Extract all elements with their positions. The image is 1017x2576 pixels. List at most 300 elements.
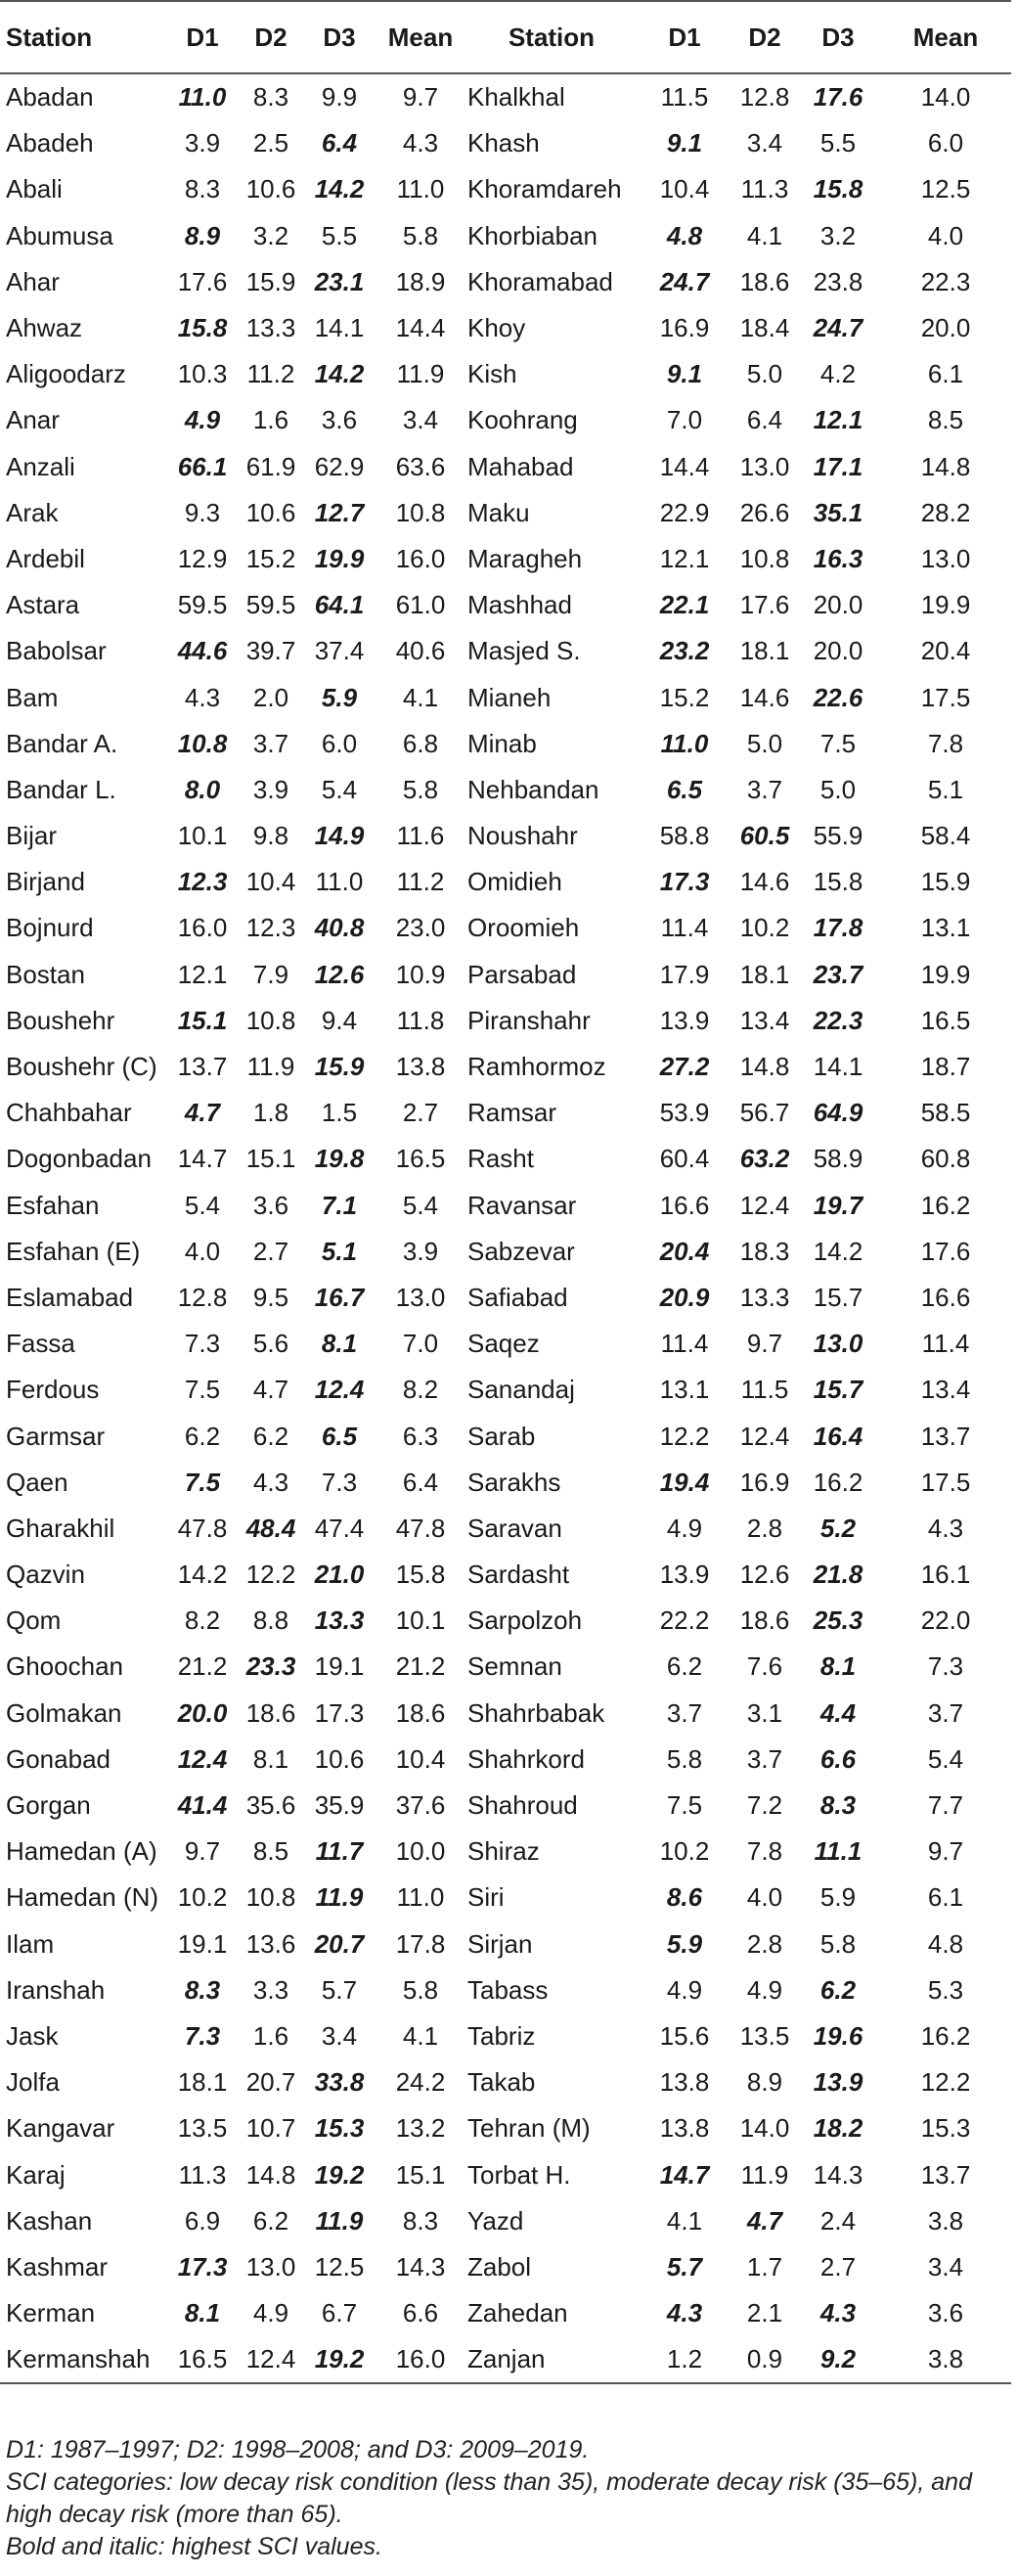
right-d1-cell: 15.2 bbox=[659, 682, 710, 712]
right-d1-cell: 11.5 bbox=[660, 82, 709, 113]
right-station-cell: Maku bbox=[467, 497, 530, 527]
right-d2-cell: 12.4 bbox=[739, 1421, 790, 1451]
right-mean-cell: 60.8 bbox=[920, 1144, 971, 1174]
right-d3-cell: 15.8 bbox=[813, 867, 863, 897]
right-mean-cell: 13.1 bbox=[920, 913, 971, 943]
left-station-cell: Esfahan (E) bbox=[6, 1236, 141, 1266]
right-d3-cell: 16.4 bbox=[813, 1421, 863, 1451]
table-row bbox=[0, 1044, 1011, 1090]
right-d2-cell: 1.7 bbox=[746, 2251, 783, 2282]
left-d2-cell: 3.9 bbox=[252, 774, 289, 804]
right-d1-cell: 15.6 bbox=[659, 2020, 710, 2051]
left-d3-cell: 19.9 bbox=[314, 543, 365, 573]
left-d2-cell: 35.6 bbox=[245, 1790, 296, 1821]
left-d1-cell: 16.0 bbox=[177, 913, 228, 943]
left-station-cell: Ghoochan bbox=[6, 1651, 123, 1682]
right-d3-cell: 8.3 bbox=[819, 1790, 857, 1821]
right-mean-cell: 16.5 bbox=[920, 1005, 971, 1035]
table-row bbox=[0, 628, 1011, 674]
right-d2-cell: 4.7 bbox=[746, 2205, 783, 2236]
right-d1-cell: 12.1 bbox=[659, 543, 710, 573]
left-d1-cell: 18.1 bbox=[177, 2067, 228, 2098]
right-d2-cell: 18.6 bbox=[739, 266, 790, 296]
left-station-cell: Esfahan bbox=[6, 1190, 100, 1220]
right-d1-cell: 5.7 bbox=[666, 2251, 703, 2282]
left-d2-cell: 23.3 bbox=[245, 1651, 296, 1682]
left-mean-cell: 17.8 bbox=[395, 1928, 446, 1959]
left-station-cell: Abumusa bbox=[6, 220, 113, 250]
left-d2-cell: 12.4 bbox=[237, 2336, 305, 2383]
left-d1-cell: 15.1 bbox=[177, 1005, 228, 1035]
left-station-cell: Jolfa bbox=[6, 2067, 60, 2098]
left-d2-cell: 39.7 bbox=[245, 636, 296, 666]
left-d1-cell: 21.2 bbox=[177, 1651, 228, 1682]
left-mean-cell: 8.3 bbox=[402, 2205, 439, 2236]
right-d2-cell: 4.9 bbox=[746, 1974, 783, 2005]
left-d2-cell: 13.6 bbox=[245, 1928, 296, 1959]
table-row bbox=[0, 1967, 1011, 2013]
right-d2-cell: 13.4 bbox=[739, 1005, 790, 1035]
left-d2-cell: 10.4 bbox=[245, 867, 296, 897]
right-d1-cell: 17.3 bbox=[659, 867, 710, 897]
right-mean-cell: 7.8 bbox=[927, 728, 964, 758]
left-mean-cell: 16.0 bbox=[395, 543, 446, 573]
right-mean-cell: 58.4 bbox=[920, 821, 971, 851]
right-station-cell: Shahrkord bbox=[467, 1743, 585, 1774]
left-d2-cell: 10.8 bbox=[245, 1882, 296, 1913]
right-d3-cell: 23.7 bbox=[813, 959, 863, 989]
right-d2-cell: 60.5 bbox=[739, 821, 790, 851]
left-d2-cell: 11.9 bbox=[246, 1052, 295, 1082]
right-d2-cell: 2.8 bbox=[746, 1928, 783, 1959]
left-station-cell: Abali bbox=[6, 174, 63, 204]
right-station-cell: Sarab bbox=[467, 1421, 536, 1451]
left-station-cell: Bam bbox=[6, 682, 59, 712]
right-d3-cell: 15.7 bbox=[813, 1282, 863, 1312]
right-d1-cell: 4.8 bbox=[666, 220, 703, 250]
right-d2-cell: 5.0 bbox=[746, 359, 783, 389]
right-d2-cell: 2.1 bbox=[746, 2298, 783, 2328]
left-d2-cell: 18.6 bbox=[245, 1697, 296, 1728]
right-station-cell: Semnan bbox=[467, 1651, 562, 1682]
right-d2-cell: 18.6 bbox=[739, 1605, 790, 1636]
left-mean-cell: 9.7 bbox=[402, 82, 439, 113]
table-row bbox=[0, 305, 1011, 351]
right-d2-cell: 13.5 bbox=[739, 2020, 790, 2051]
right-mean-cell: 17.5 bbox=[920, 1467, 971, 1497]
right-d1-cell: 13.8 bbox=[659, 2113, 710, 2144]
table-body bbox=[0, 73, 1011, 2383]
left-d2-cell: 59.5 bbox=[245, 590, 296, 620]
right-station-cell: Nehbandan bbox=[467, 774, 599, 804]
left-station-cell: Boushehr bbox=[6, 1005, 115, 1035]
left-station-cell: Kangavar bbox=[6, 2113, 115, 2144]
right-station-cell: Khalkhal bbox=[467, 82, 565, 113]
left-station-cell: Arak bbox=[6, 497, 59, 527]
left-d1-cell: 12.1 bbox=[177, 959, 228, 989]
right-d3-cell: 14.2 bbox=[813, 1236, 863, 1266]
left-d2-cell: 13.3 bbox=[245, 313, 296, 343]
left-station-cell: Golmakan bbox=[6, 1697, 122, 1728]
right-d3-cell: 17.1 bbox=[813, 451, 863, 481]
right-mean-cell: 14.8 bbox=[920, 451, 971, 481]
left-d1-cell: 7.3 bbox=[184, 2020, 221, 2051]
right-d2-cell: 11.5 bbox=[740, 1375, 789, 1405]
left-station-cell: Qaen bbox=[6, 1467, 68, 1497]
left-d3-cell: 11.7 bbox=[315, 1836, 364, 1867]
left-d1-cell: 5.4 bbox=[184, 1190, 221, 1220]
right-d1-cell: 3.7 bbox=[666, 1697, 703, 1728]
right-station-cell: Shahroud bbox=[467, 1790, 578, 1821]
left-station-cell: Gorgan bbox=[6, 1790, 91, 1821]
left-station-cell: Babolsar bbox=[6, 636, 107, 666]
left-station-cell: Bojnurd bbox=[6, 913, 94, 943]
left-mean-cell: 5.8 bbox=[402, 220, 439, 250]
left-d3-cell: 15.9 bbox=[314, 1052, 365, 1082]
right-mean-cell: 22.0 bbox=[920, 1605, 971, 1636]
right-d2-cell: 0.9 bbox=[733, 2336, 796, 2383]
left-d1-cell: 19.1 bbox=[177, 1928, 228, 1959]
left-d3-cell: 12.5 bbox=[314, 2251, 365, 2282]
left-d2-cell: 10.6 bbox=[245, 497, 296, 527]
right-d3-cell: 5.8 bbox=[819, 1928, 857, 1959]
left-d2-cell: 9.8 bbox=[252, 821, 289, 851]
table-row bbox=[0, 120, 1011, 166]
left-station-cell: Aligoodarz bbox=[6, 359, 126, 389]
right-station-cell: Minab bbox=[467, 728, 537, 758]
right-d2-cell: 3.1 bbox=[746, 1697, 783, 1728]
right-d1-cell: 20.4 bbox=[659, 1236, 710, 1266]
left-d2-cell: 10.6 bbox=[245, 174, 296, 204]
right-d3-cell: 13.9 bbox=[813, 2067, 863, 2098]
left-mean-cell: 6.6 bbox=[402, 2298, 439, 2328]
right-d2-cell: 10.2 bbox=[739, 913, 790, 943]
left-station-cell: Hamedan (A) bbox=[6, 1836, 157, 1867]
left-mean-cell: 4.1 bbox=[402, 2020, 439, 2051]
right-mean-cell: 7.3 bbox=[927, 1651, 964, 1682]
table-row bbox=[0, 905, 1011, 951]
right-d2-cell: 18.1 bbox=[739, 636, 790, 666]
left-d2-cell: 15.9 bbox=[245, 266, 296, 296]
table-row bbox=[0, 536, 1011, 582]
right-d2-cell: 16.9 bbox=[739, 1467, 790, 1497]
header-station: Station bbox=[0, 1, 168, 73]
left-station-cell: Bijar bbox=[6, 821, 58, 851]
left-d3-cell: 5.5 bbox=[321, 220, 358, 250]
left-mean-cell: 13.8 bbox=[395, 1052, 446, 1082]
table-row bbox=[0, 1136, 1011, 1182]
left-d1-cell: 44.6 bbox=[177, 636, 228, 666]
table-row bbox=[0, 1783, 1011, 1829]
table-row bbox=[0, 1460, 1011, 1506]
table-row bbox=[0, 2151, 1011, 2197]
left-d3-cell: 37.4 bbox=[314, 636, 365, 666]
left-d1-cell: 6.2 bbox=[184, 1421, 221, 1451]
right-d2-cell: 12.4 bbox=[739, 1190, 790, 1220]
right-station-cell: Rasht bbox=[467, 1144, 534, 1174]
table-row bbox=[0, 813, 1011, 859]
left-d2-cell: 10.8 bbox=[245, 1005, 296, 1035]
left-d3-cell: 5.1 bbox=[321, 1236, 358, 1266]
right-station-cell: Koohrang bbox=[467, 405, 578, 435]
left-d2-cell: 61.9 bbox=[245, 451, 296, 481]
left-d2-cell: 15.2 bbox=[245, 543, 296, 573]
right-d2-cell: 56.7 bbox=[739, 1098, 790, 1128]
left-station-cell: Karaj bbox=[6, 2159, 66, 2190]
right-d2-cell: 11.9 bbox=[740, 2159, 789, 2190]
right-mean-cell: 13.4 bbox=[920, 1375, 971, 1405]
right-d1-cell: 6.5 bbox=[666, 774, 703, 804]
left-d1-cell: 3.9 bbox=[184, 128, 221, 158]
left-d3-cell: 6.4 bbox=[321, 128, 358, 158]
right-d1-cell: 7.0 bbox=[666, 405, 703, 435]
table-row bbox=[0, 2290, 1011, 2336]
right-d3-cell: 5.9 bbox=[819, 1882, 857, 1913]
table-row bbox=[0, 1552, 1011, 1598]
left-d1-cell: 8.1 bbox=[184, 2298, 221, 2328]
left-station-cell: Boushehr (C) bbox=[6, 1052, 157, 1082]
right-station-cell: Mahabad bbox=[467, 451, 574, 481]
right-d3-cell: 22.6 bbox=[813, 682, 863, 712]
left-d2-cell: 11.2 bbox=[246, 359, 295, 389]
left-d2-cell: 1.6 bbox=[252, 405, 289, 435]
left-d1-cell: 14.2 bbox=[177, 1559, 228, 1590]
left-d1-cell: 7.5 bbox=[184, 1467, 221, 1497]
right-mean-cell: 11.4 bbox=[921, 1329, 970, 1359]
right-d1-cell: 24.7 bbox=[659, 266, 710, 296]
left-d3-cell: 1.5 bbox=[321, 1098, 358, 1128]
right-d3-cell: 4.2 bbox=[819, 359, 857, 389]
right-d3-cell: 5.5 bbox=[819, 128, 857, 158]
left-mean-cell: 15.1 bbox=[395, 2159, 446, 2190]
right-d3-cell: 58.9 bbox=[813, 1144, 863, 1174]
left-d3-cell: 12.4 bbox=[314, 1375, 365, 1405]
left-d2-cell: 8.5 bbox=[252, 1836, 289, 1867]
table-row bbox=[0, 490, 1011, 536]
right-d3-cell: 17.6 bbox=[813, 82, 863, 113]
right-mean-cell: 17.6 bbox=[920, 1236, 971, 1266]
left-station-cell: Bostan bbox=[6, 959, 85, 989]
left-d3-cell: 14.2 bbox=[314, 174, 365, 204]
left-d3-cell: 13.3 bbox=[314, 1605, 365, 1636]
right-d1-cell: 7.5 bbox=[666, 1790, 703, 1821]
right-d2-cell: 10.8 bbox=[739, 543, 790, 573]
right-mean-cell: 3.7 bbox=[927, 1697, 964, 1728]
right-station-cell: Torbat H. bbox=[467, 2159, 571, 2190]
left-station-cell: Ilam bbox=[6, 1928, 55, 1959]
left-mean-cell: 5.8 bbox=[402, 1974, 439, 2005]
right-mean-cell: 6.1 bbox=[927, 1882, 964, 1913]
right-station-cell: Khoramabad bbox=[467, 266, 613, 296]
table-row bbox=[0, 1644, 1011, 1690]
left-d1-cell: 7.3 bbox=[184, 1329, 221, 1359]
right-d2-cell: 7.2 bbox=[746, 1790, 783, 1821]
left-d3-cell: 20.7 bbox=[314, 1928, 365, 1959]
table-row bbox=[0, 998, 1011, 1044]
right-mean-cell: 14.0 bbox=[920, 82, 971, 113]
left-d3-cell: 16.7 bbox=[314, 1282, 365, 1312]
left-station-cell: Jask bbox=[6, 2020, 59, 2051]
right-mean-cell: 6.0 bbox=[927, 128, 964, 158]
right-d1-cell: 5.8 bbox=[666, 1743, 703, 1774]
left-d3-cell: 6.0 bbox=[321, 728, 358, 758]
right-mean-cell: 9.7 bbox=[927, 1836, 964, 1867]
header-d2: D2 bbox=[733, 1, 796, 73]
left-d2-cell: 8.8 bbox=[252, 1605, 289, 1636]
table-row bbox=[0, 73, 1011, 120]
right-d1-cell: 20.9 bbox=[659, 1282, 710, 1312]
left-d2-cell: 6.2 bbox=[252, 2205, 289, 2236]
left-mean-cell: 4.1 bbox=[402, 682, 439, 712]
right-d2-cell: 8.9 bbox=[746, 2067, 783, 2098]
right-d3-cell: 20.0 bbox=[813, 590, 863, 620]
left-d2-cell: 9.5 bbox=[252, 1282, 289, 1312]
right-d3-cell: 64.9 bbox=[813, 1098, 863, 1128]
table-row bbox=[0, 351, 1011, 397]
left-d1-cell: 8.0 bbox=[184, 774, 221, 804]
table-row bbox=[0, 952, 1011, 998]
left-d1-cell: 11.3 bbox=[178, 2159, 227, 2190]
right-d1-cell: 10.4 bbox=[659, 174, 710, 204]
right-station-cell: Khorbiaban bbox=[467, 220, 597, 250]
left-d3-cell: 5.9 bbox=[321, 682, 358, 712]
left-d1-cell: 6.9 bbox=[184, 2205, 221, 2236]
table-row bbox=[0, 1506, 1011, 1552]
left-d3-cell: 8.1 bbox=[321, 1329, 358, 1359]
table-row bbox=[0, 1275, 1011, 1321]
left-station-cell: Kashan bbox=[6, 2205, 93, 2236]
left-d3-cell: 5.4 bbox=[321, 774, 358, 804]
right-mean-cell: 20.0 bbox=[920, 313, 971, 343]
right-station-cell: Mianeh bbox=[467, 682, 552, 712]
table-row bbox=[0, 1413, 1011, 1459]
right-station-cell: Zabol bbox=[467, 2251, 532, 2282]
left-d3-cell: 5.7 bbox=[321, 1974, 358, 2005]
right-d1-cell: 6.2 bbox=[666, 1651, 703, 1682]
right-d3-cell: 17.8 bbox=[813, 913, 863, 943]
table-row bbox=[0, 1921, 1011, 1967]
right-d1-cell: 1.2 bbox=[636, 2336, 733, 2383]
left-d3-cell: 11.9 bbox=[315, 2205, 364, 2236]
left-mean-cell: 11.8 bbox=[396, 1005, 445, 1035]
left-station-cell: Chahbahar bbox=[6, 1098, 132, 1128]
table-row bbox=[0, 1183, 1011, 1229]
left-d3-cell: 14.9 bbox=[314, 821, 365, 851]
right-station-cell: Ramsar bbox=[467, 1098, 557, 1128]
left-d3-cell: 33.8 bbox=[314, 2067, 365, 2098]
right-d3-cell: 21.8 bbox=[813, 1559, 863, 1590]
right-d3-cell: 24.7 bbox=[813, 313, 863, 343]
left-d2-cell: 3.6 bbox=[252, 1190, 289, 1220]
left-d2-cell: 4.7 bbox=[252, 1375, 289, 1405]
left-mean-cell: 3.9 bbox=[402, 1236, 439, 1266]
left-mean-cell: 16.5 bbox=[395, 1144, 446, 1174]
left-station-cell: Bandar L. bbox=[6, 774, 116, 804]
left-station-cell: Garmsar bbox=[6, 1421, 106, 1451]
left-mean-cell: 2.7 bbox=[402, 1098, 439, 1128]
left-d3-cell: 12.6 bbox=[314, 959, 365, 989]
left-mean-cell: 10.4 bbox=[395, 1743, 446, 1774]
right-mean-cell: 4.0 bbox=[927, 220, 964, 250]
left-d1-cell: 12.8 bbox=[177, 1282, 228, 1312]
left-d2-cell: 2.7 bbox=[252, 1236, 289, 1266]
right-mean-cell: 5.1 bbox=[927, 774, 964, 804]
right-station-cell: Tabriz bbox=[467, 2020, 536, 2051]
left-mean-cell: 18.9 bbox=[395, 266, 446, 296]
left-d3-cell: 10.6 bbox=[314, 1743, 365, 1774]
right-station-cell: Sabzevar bbox=[467, 1236, 575, 1266]
right-mean-cell: 13.7 bbox=[920, 2159, 971, 2190]
left-d1-cell: 9.7 bbox=[184, 1836, 221, 1867]
right-d3-cell: 8.1 bbox=[819, 1651, 857, 1682]
left-d1-cell: 13.5 bbox=[177, 2113, 228, 2144]
left-d1-cell: 10.3 bbox=[177, 359, 228, 389]
right-d2-cell: 11.3 bbox=[740, 174, 789, 204]
left-d1-cell: 17.3 bbox=[177, 2251, 228, 2282]
right-d3-cell: 16.3 bbox=[813, 543, 863, 573]
left-mean-cell: 40.6 bbox=[395, 636, 446, 666]
right-d3-cell: 2.7 bbox=[819, 2251, 857, 2282]
footnote-categories: SCI categories: low decay risk condition (less than 35), moderate decay risk (35–65), and high decay risk (more than 65). bbox=[6, 2468, 972, 2528]
left-d1-cell: 4.9 bbox=[184, 405, 221, 435]
left-mean-cell: 6.4 bbox=[402, 1467, 439, 1497]
right-station-cell: Piranshahr bbox=[467, 1005, 591, 1035]
left-d1-cell: 12.4 bbox=[177, 1743, 228, 1774]
footnote-periods: D1: 1987–1997; D2: 1998–2008; and D3: 2009–2019. bbox=[6, 2436, 590, 2463]
right-d2-cell: 3.7 bbox=[746, 1743, 783, 1774]
table-row bbox=[0, 859, 1011, 905]
right-mean-cell: 22.3 bbox=[920, 266, 971, 296]
left-station-cell: Gonabad bbox=[6, 1743, 111, 1774]
table-row bbox=[0, 2059, 1011, 2105]
right-d3-cell: 7.5 bbox=[819, 728, 857, 758]
right-d1-cell: 22.2 bbox=[659, 1605, 710, 1636]
right-mean-cell: 3.4 bbox=[927, 2251, 964, 2282]
right-station-cell: Khoy bbox=[467, 313, 526, 343]
right-station-cell: Shahrbabak bbox=[467, 1697, 605, 1728]
right-d1-cell: 11.4 bbox=[660, 1329, 709, 1359]
left-station-cell: Kermanshah bbox=[0, 2336, 168, 2383]
left-d2-cell: 20.7 bbox=[245, 2067, 296, 2098]
right-d1-cell: 13.1 bbox=[659, 1375, 710, 1405]
right-d1-cell: 22.1 bbox=[659, 590, 710, 620]
left-d1-cell: 10.8 bbox=[177, 728, 228, 758]
right-station-cell: Saravan bbox=[467, 1513, 562, 1543]
left-d3-cell: 19.1 bbox=[314, 1651, 365, 1682]
left-mean-cell: 61.0 bbox=[395, 590, 446, 620]
right-d2-cell: 17.6 bbox=[739, 590, 790, 620]
left-d3-cell: 19.2 bbox=[305, 2336, 374, 2383]
right-mean-cell: 13.0 bbox=[920, 543, 971, 573]
table-row bbox=[0, 1875, 1011, 1921]
table-row bbox=[0, 1090, 1011, 1136]
right-d2-cell: 26.6 bbox=[739, 497, 790, 527]
right-station-cell: Noushahr bbox=[467, 821, 578, 851]
left-d3-cell: 40.8 bbox=[314, 913, 365, 943]
right-station-cell: Zahedan bbox=[467, 2298, 568, 2328]
left-mean-cell: 37.6 bbox=[395, 1790, 446, 1821]
left-d2-cell: 4.9 bbox=[252, 2298, 289, 2328]
right-mean-cell: 8.5 bbox=[927, 405, 964, 435]
left-d2-cell: 6.2 bbox=[252, 1421, 289, 1451]
right-station-cell: Saqez bbox=[467, 1329, 540, 1359]
left-mean-cell: 23.0 bbox=[395, 913, 446, 943]
left-d1-cell: 4.7 bbox=[184, 1098, 221, 1128]
left-mean-cell: 10.9 bbox=[395, 959, 446, 989]
left-mean-cell: 16.0 bbox=[374, 2336, 467, 2383]
left-d2-cell: 1.6 bbox=[252, 2020, 289, 2051]
right-d1-cell: 60.4 bbox=[659, 1144, 710, 1174]
